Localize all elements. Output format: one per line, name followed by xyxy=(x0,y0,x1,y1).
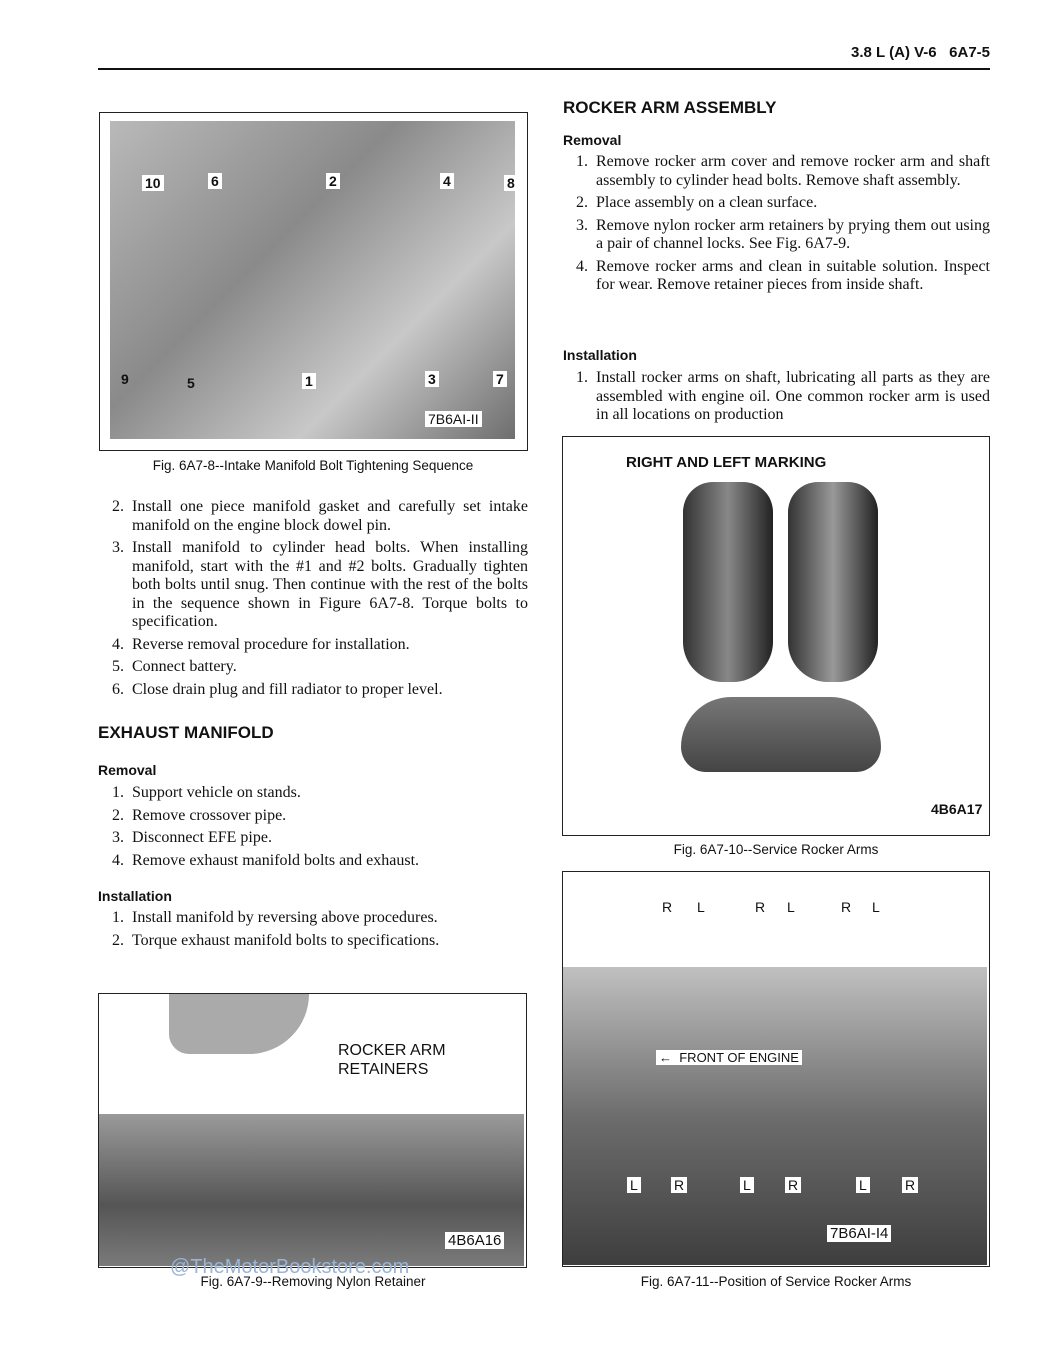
figure-code: 7B6AI-I4 xyxy=(827,1225,891,1242)
bolt-number: 3 xyxy=(425,371,439,387)
bolt-number: 10 xyxy=(142,175,164,191)
rocker-arm-photo xyxy=(788,482,878,682)
list-item: 1. Install manifold by reversing above procedures. xyxy=(112,909,438,926)
list-item: 3. Install manifold to cylinder head bolts. When installing manifold, start with the #1 and #2 bolts. Gradually tighten both bolts until snug. Then continue with the rest of the bolts in the sequence shown in Figure 6A7-8. Torque bolts to specification. xyxy=(112,539,528,630)
rocker-marker: L xyxy=(872,899,880,915)
rocker-marker: L xyxy=(740,1177,754,1193)
bolt-number: 9 xyxy=(121,371,129,387)
list-item: 2. Place assembly on a clean surface. xyxy=(576,194,818,211)
list-item: 3. Disconnect EFE pipe. xyxy=(112,829,272,846)
figure-code: 7B6AI-II xyxy=(425,411,482,427)
rocker-installation-list xyxy=(562,369,990,429)
rocker-removal-list xyxy=(562,153,990,299)
rocker-marker: R xyxy=(755,899,766,915)
rocker-marker: R xyxy=(671,1177,687,1193)
figure-label: ROCKER ARM xyxy=(338,1042,446,1059)
rocker-marker: L xyxy=(787,899,795,915)
subheading: Installation xyxy=(563,347,637,363)
left-steps-list xyxy=(98,498,528,703)
rocker-marker: R xyxy=(785,1177,801,1193)
rocker-marker: R xyxy=(662,899,673,915)
cylinder-head-photo xyxy=(563,967,987,1265)
list-item: 4. Remove exhaust manifold bolts and exhaust. xyxy=(112,851,420,869)
bolt-number: 4 xyxy=(440,173,454,189)
bolt-number: 2 xyxy=(326,173,340,189)
subheading: Installation xyxy=(98,888,172,904)
intake-manifold-photo xyxy=(110,121,515,439)
header-rule xyxy=(98,68,990,70)
figure-nylon-retainer xyxy=(98,993,527,1268)
list-item: 5. Connect battery. xyxy=(112,658,237,675)
figure-label: RIGHT AND LEFT MARKING xyxy=(623,454,829,471)
bolt-number: 7 xyxy=(493,371,507,387)
list-item: 2. Torque exhaust manifold bolts to specifications. xyxy=(112,931,440,949)
watermark: @TheMotorBookstore.com xyxy=(170,1256,410,1278)
bolt-number: 1 xyxy=(302,373,316,389)
list-item: 4. Reverse removal procedure for installation. xyxy=(112,635,410,653)
rocker-marker: L xyxy=(856,1177,870,1193)
figure-code: 4B6A17 xyxy=(928,801,985,817)
page-header xyxy=(851,44,990,61)
list-item: 4. Remove rocker arms and clean in suitable solution. Inspect for wear. Remove retainer pieces from inside shaft. xyxy=(576,257,990,293)
section-heading: ROCKER ARM ASSEMBLY xyxy=(563,98,777,117)
figure-label: RETAINERS xyxy=(338,1061,429,1078)
exhaust-installation-list xyxy=(98,909,528,954)
bolt-number: 8 xyxy=(504,175,518,191)
subheading: Removal xyxy=(563,132,622,148)
list-item: 2. Install one piece manifold gasket and carefully set intake manifold on the engine block dowel pin. xyxy=(112,498,528,534)
list-item: 3. Remove nylon rocker arm retainers by prying them out using a pair of channel locks. See Fig. 6A7-9. xyxy=(576,216,990,252)
section-heading: EXHAUST MANIFOLD xyxy=(98,723,274,742)
header-title: 3.8 L (A) V-6 xyxy=(851,44,937,61)
bolt-number: 5 xyxy=(187,375,195,391)
rocker-marker: R xyxy=(841,899,852,915)
list-item: 1. Install rocker arms on shaft, lubricating all parts as they are assembled with engine oil. One common rocker arm is used in all locations on production xyxy=(576,369,990,423)
figure-caption: Fig. 6A7-10--Service Rocker Arms xyxy=(673,842,879,857)
figure-service-rocker-arms xyxy=(562,436,990,836)
rocker-marker: L xyxy=(697,899,705,915)
figure-intake-manifold xyxy=(99,112,528,451)
rocker-arm-photo xyxy=(683,482,773,682)
list-item: 2. Remove crossover pipe. xyxy=(112,806,287,824)
list-item: 6. Close drain plug and fill radiator to proper level. xyxy=(112,680,443,698)
hand-photo xyxy=(169,994,309,1054)
rocker-marker: R xyxy=(902,1177,918,1193)
figure-caption: Fig. 6A7-11--Position of Service Rocker Arms xyxy=(640,1274,912,1289)
list-item: 1. Remove rocker arm cover and remove rocker arm and shaft assembly to cylinder head bolts. Remove shaft assembly. xyxy=(576,153,990,189)
rocker-arm-photo xyxy=(681,697,881,772)
rocker-marker: L xyxy=(627,1177,641,1193)
exhaust-removal-list xyxy=(98,784,528,874)
subheading: Removal xyxy=(98,762,157,778)
figure-caption: Fig. 6A7-8--Intake Manifold Bolt Tightening Sequence xyxy=(152,458,474,473)
page-number: 6A7-5 xyxy=(949,44,990,61)
list-item: 1. Support vehicle on stands. xyxy=(112,784,301,801)
figure-code: 4B6A16 xyxy=(445,1232,504,1249)
front-of-engine-label: FRONT OF ENGINE xyxy=(679,1050,799,1065)
figure-caption: Fig. 6A7-9--Removing Nylon Retainer xyxy=(200,1274,426,1289)
bolt-number: 6 xyxy=(208,173,222,189)
figure-rocker-positions: R L R L R L ← FRONT OF ENGINE L R L R L R 7B6AI-I4 xyxy=(562,871,990,1267)
